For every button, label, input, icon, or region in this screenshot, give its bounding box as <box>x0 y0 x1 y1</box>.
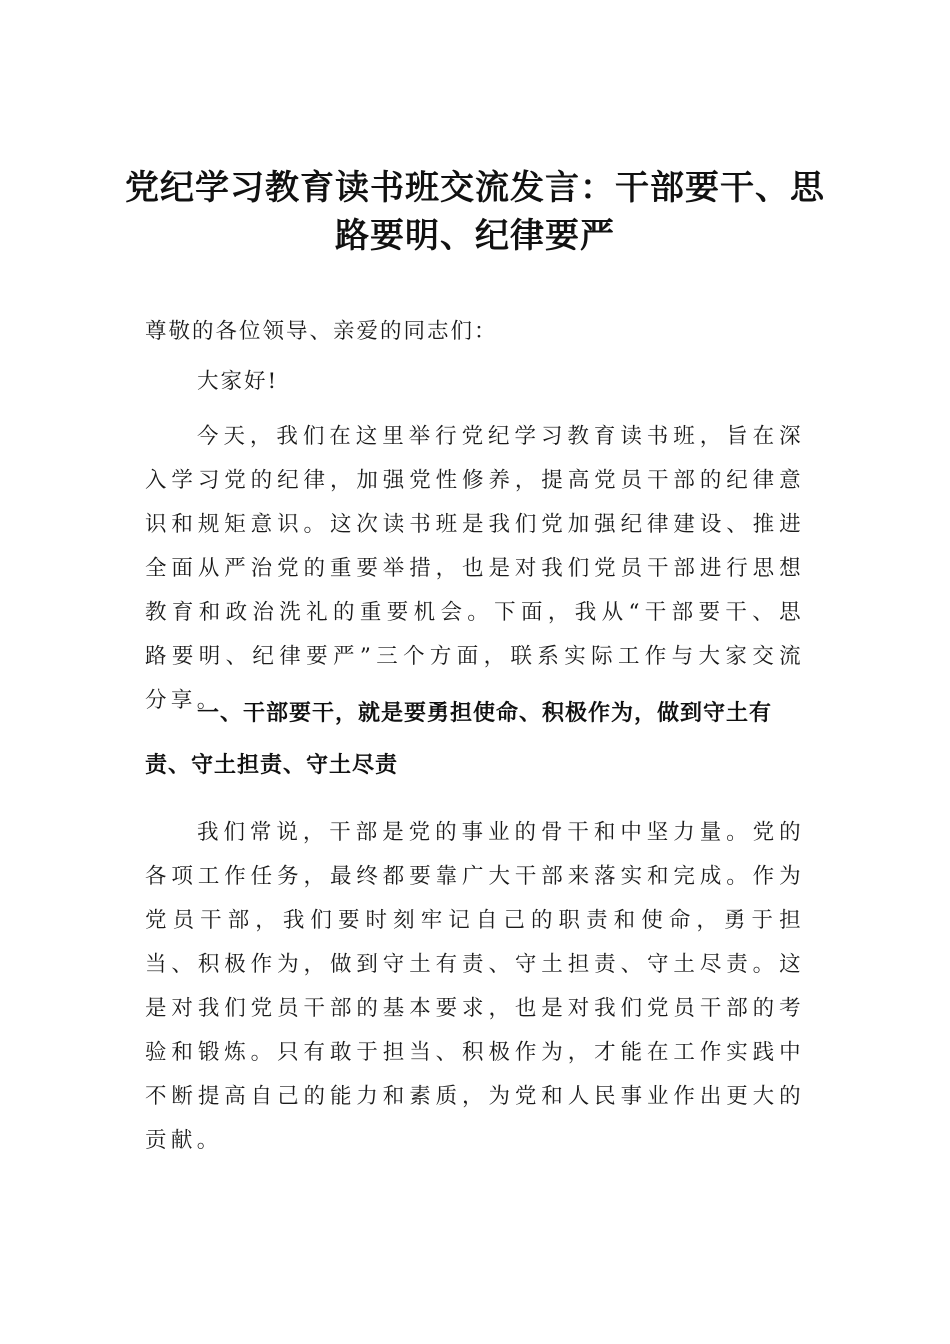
section-heading: 一、干部要干，就是要勇担使命、积极作为，做到守土有责、守土担责、守土尽责 <box>145 701 773 778</box>
section-paragraph: 我们常说，干部是党的事业的骨干和中坚力量。党的各项工作任务，最终都要靠广大干部来落实和完成。作为党员干部，我们要时刻牢记自己的职责和使命，勇于担当、积极作为，做到守土有责、守土担责、守土尽责。这是对我们党员干部的基本要求，也是对我们党员干部的考验和锻炼。只有敢于担当、积极作为，才能在工作实践中不断提高自己的能力和素质，为党和人民事业作出更大的贡献。 <box>145 820 805 1153</box>
salutation: 尊敬的各位领导、亲爱的同志们： <box>145 319 498 344</box>
document-title: 党纪学习教育读书班交流发言：干部要干、思路要明、纪律要严 <box>125 168 825 256</box>
intro-paragraph: 今天，我们在这里举行党纪学习教育读书班，旨在深入学习党的纪律，加强党性修养，提高党员干部的纪律意识和规矩意识。这次读书班是我们党加强纪律建设、推进全面从严治党的重要举措，也是对我们党员干部进行思想教育和政治洗礼的重要机会。下面，我从“干部要干、思路要明、纪律要严”三个方面，联系实际工作与大家交流分享。 <box>145 424 805 713</box>
greeting: 大家好! <box>197 369 279 394</box>
